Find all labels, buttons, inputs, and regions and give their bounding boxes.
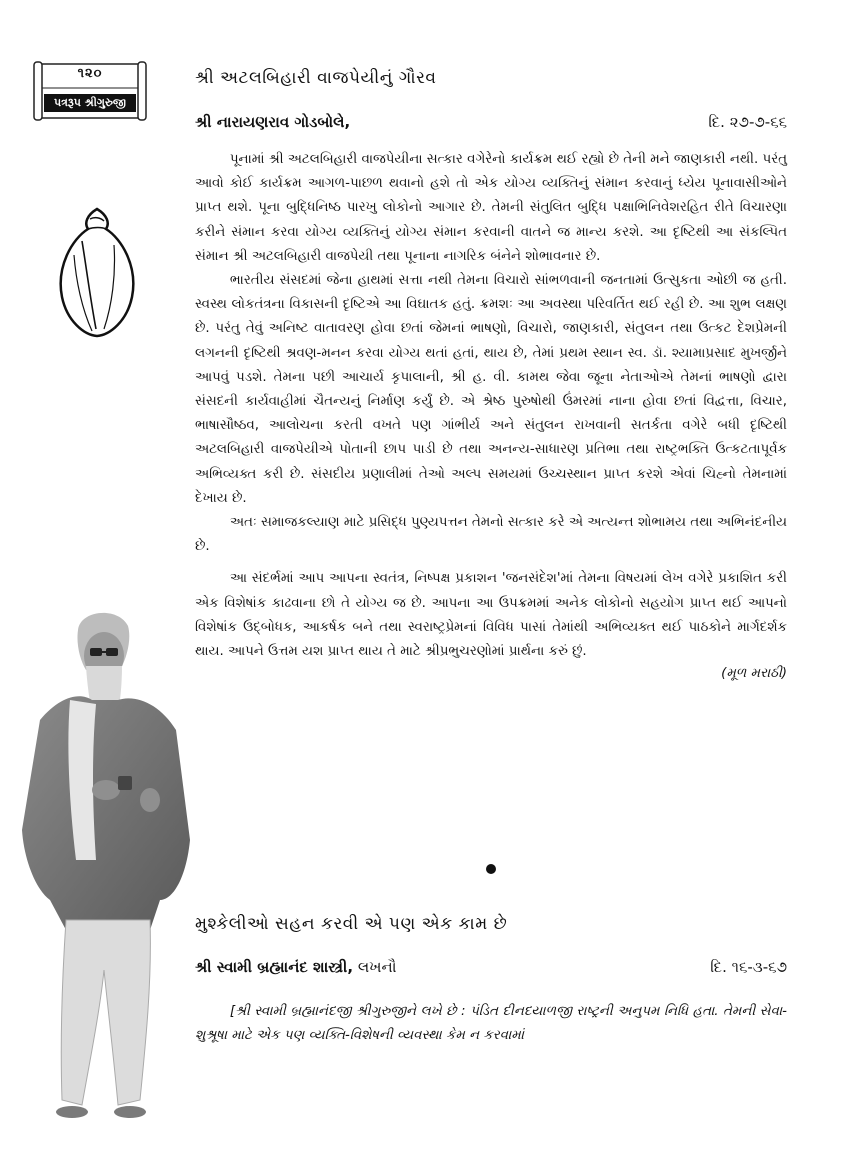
letter-1-date: દિ. ૨૭-૭-૬૬ <box>708 113 787 131</box>
letter-1-paragraph: આ સંદર્ભમાં આપ આપના સ્વતંત્ર, નિષ્પક્ષ પ્રકાશન 'જનસંદેશ'માં તેમના વિષયમાં લેખ વગેરે પ્રકાશિત કરી એક વિશેષાંક કાઢવાના છો તે યોગ્ય જ છે. આપના આ ઉપક્રમમાં અનેક લોકોનો સહયોગ પ્રાપ્ત થઈ આપનો વિશેષાંક ઉદ્‌બોધક, આકર્ષક બને તથા સ્વરાષ્ટ્રપ્રેમનાં વિવિધ પાસાં તેમાંથી અભિવ્યક્ત થઈ પાઠકોને માર્ગદર્શક થાય. આપને ઉત્તમ યશ પ્રાપ્ત થાય તે માટે શ્રીપ્રભુચરણોમાં પ્રાર્થના કરું છું. <box>195 571 787 660</box>
letter-2-intro: [શ્રી સ્વામી બ્રહ્માનંદજી શ્રીગુરુજીને લખે છે : પંડિત દીનદયાળજી રાષ્ટ્રની અનુપમ નિધિ હતા. તેમની સેવા-શુશ્રૂષા માટે એક પણ વ્યક્તિ-વિશેષની વ્યવસ્થા કેમ ન કરવામાં <box>195 1004 787 1044</box>
letter-1-paragraph: પૂનામાં શ્રી અટલબિહારી વાજપેયીના સત્કાર વગેરેનો કાર્યક્રમ થઈ રહ્યો છે તેની મને જાણકારી નથી. પરંતુ આવો કોઈ કાર્યક્રમ આગળ-પાછળ થવાનો હશે તો એક યોગ્ય વ્યક્તિનું સંમાન કરવાનું ધ્યેય પૂનાવાસીઓને પ્રાપ્ત થશે. પૂના બુદ્ધિનિષ્ઠ પારખુ લોકોનો આગાર છે. તેમની સંતુલિત બુદ્ધિ પક્ષાભિનિવેશરહિત રીતે વિચારણા કરીને સંમાન કરવા યોગ્ય વ્યક્તિનું યોગ્ય સંમાન કરવાની વાતને જ માન્ય કરશે. આ દૃષ્ટિથી આ સંકલ્પિત સંમાન શ્રી અટલબિહારી વાજપેયી તથા પૂનાના નાગરિક બંનેને શોભાવનાર છે. <box>195 152 787 264</box>
page-number-badge <box>30 60 150 122</box>
letter-1-author-row <box>195 113 787 131</box>
letter-1 <box>195 68 787 88</box>
letter-1-paragraph: અતઃ સમાજકલ્યાણ માટે પ્રસિદ્ધ પુણ્યપત્તન તેમનો સત્કાર કરે એ અત્યન્ત શોભામય તથા અભિનંદનીય છે. <box>195 515 787 555</box>
letter-2-body <box>195 1000 787 1048</box>
letter-2-heading: મુશ્કેલીઓ સહન કરવી એ પણ એક કામ છે <box>195 914 508 934</box>
letter-1-source-note: (મૂળ મરાઠી) <box>721 666 787 682</box>
letter-1-paragraph: ભારતીય સંસદમાં જેના હાથમાં સત્તા નથી તેમના વિચારો સાંભળવાની જનતામાં ઉત્સુકતા ઓછી જ હતી. સ્વસ્થ લોકતંત્રના વિકાસની દૃષ્ટિએ આ વિઘાતક હતું. ક્રમશઃ આ અવસ્થા પરિવર્તિત થઈ રહી છે. આ શુભ લક્ષણ છે. પરંતુ તેવું અનિષ્ટ વાતાવરણ હોવા છતાં જેમનાં ભાષણો, વિચારો, જાણકારી, સંતુલન તથા ઉત્કટ દેશપ્રેમની લગનની દૃષ્ટિથી શ્રવણ-મનન કરવા યોગ્ય થતાં હતાં, થાય છે, તેમાં પ્રથમ સ્થાન સ્વ. ડૉ. શ્યામાપ્રસાદ મુખર્જીને આપવું પડશે. તેમના પછી આચાર્ય કૃપાલાની, શ્રી હ. વી. કામથ જેવા જૂના નેતાઓએ તેમનાં ભાષણો દ્વારા સંસદની કાર્યવાહીમાં ચૈતન્યનું નિર્માણ કર્યું છે. એ શ્રેષ્ઠ પુરુષોથી ઉંમરમાં નાના હોવા છતાં વિદ્વત્તા, વિચાર, ભાષાસૌષ્ઠવ, આલોચના કરતી વખતે પણ ગાંભીર્ય અને સંતુલન રાખવાની સતર્કતા વગેરે બધી દૃષ્ટિથી અટલબિહારી વાજપેયીએ પોતાની છાપ પાડી છે તથા અનન્ય-સાધારણ પ્રતિભા તથા રાષ્ટ્રભક્તિ ઉત્કટતાપૂર્વક અભિવ્યક્ત કરી છે. સંસદીય પ્રણાલીમાં તેઓ અલ્પ સમયમાં ઉચ્ચસ્થાન પ્રાપ્ત કરશે એવાં ચિહ્નો તેમનામાં દેખાય છે. <box>195 273 787 506</box>
conch-shell-icon <box>52 205 142 340</box>
letter-2 <box>195 914 787 934</box>
letter-2-place: લખનૌ <box>357 958 397 976</box>
section-divider-bullet <box>486 864 496 874</box>
page-number: ૧૨૦ <box>77 66 103 81</box>
series-label: પત્રરૂપ શ્રીગુરુજી <box>44 94 136 112</box>
letter-1-author: શ્રી નારાયણરાવ ગોડબોલે, <box>195 113 351 131</box>
letter-1-body <box>195 148 787 686</box>
letter-2-date: દિ. ૧૬-૩-૬૭ <box>710 958 787 976</box>
letter-1-source-note-row <box>195 662 787 686</box>
guruji-portrait-image <box>0 600 215 1155</box>
letter-2-author: શ્રી સ્વામી બ્રહ્માનંદ શાસ્ત્રી, <box>195 958 354 976</box>
letter-2-author-row <box>195 958 787 976</box>
letter-1-heading: શ્રી અટલબિહારી વાજપેયીનું ગૌરવ <box>195 68 437 88</box>
